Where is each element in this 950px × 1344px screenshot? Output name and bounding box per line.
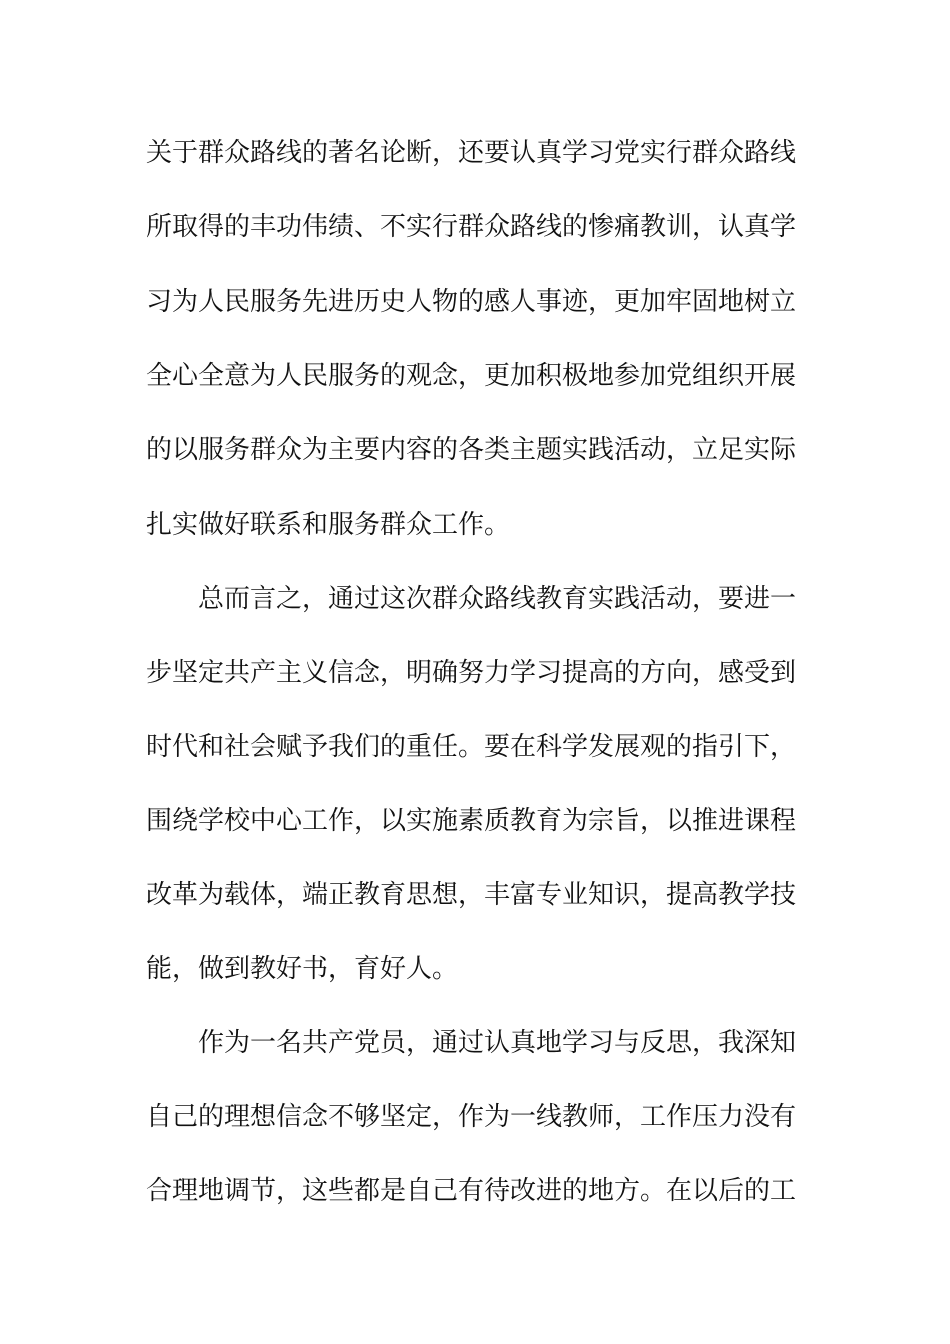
text-line: 合理地调节，这些都是自己有待改进的地方。在以后的工 bbox=[146, 1176, 797, 1206]
text-line: 围绕学校中心工作，以实施素质教育为宗旨，以推进课程 bbox=[146, 806, 797, 836]
paragraph-first-line: 作为一名共产党员，通过认真地学习与反思，我深知 bbox=[198, 1028, 797, 1058]
text-line: 全心全意为人民服务的观念，更加积极地参加党组织开展 bbox=[146, 361, 797, 391]
paragraph-first-line: 总而言之，通过这次群众路线教育实践活动，要进一 bbox=[198, 584, 797, 614]
text-line: 关于群众路线的著名论断，还要认真学习党实行群众路线 bbox=[146, 138, 797, 168]
text-line: 时代和社会赋予我们的重任。要在科学发展观的指引下， bbox=[146, 732, 797, 762]
text-line: 自己的理想信念不够坚定，作为一线教师，工作压力没有 bbox=[146, 1102, 797, 1132]
text-line: 步坚定共产主义信念，明确努力学习提高的方向，感受到 bbox=[146, 658, 797, 688]
text-line: 改革为载体，端正教育思想，丰富专业知识，提高教学技 bbox=[146, 880, 797, 910]
text-line: 能，做到教好书，育好人。 bbox=[146, 954, 459, 984]
text-line: 所取得的丰功伟绩、不实行群众路线的惨痛教训，认真学 bbox=[146, 212, 797, 242]
text-line: 习为人民服务先进历史人物的感人事迹，更加牢固地树立 bbox=[146, 287, 797, 317]
text-line: 扎实做好联系和服务群众工作。 bbox=[146, 510, 511, 540]
text-line: 的以服务群众为主要内容的各类主题实践活动，立足实际 bbox=[146, 435, 797, 465]
